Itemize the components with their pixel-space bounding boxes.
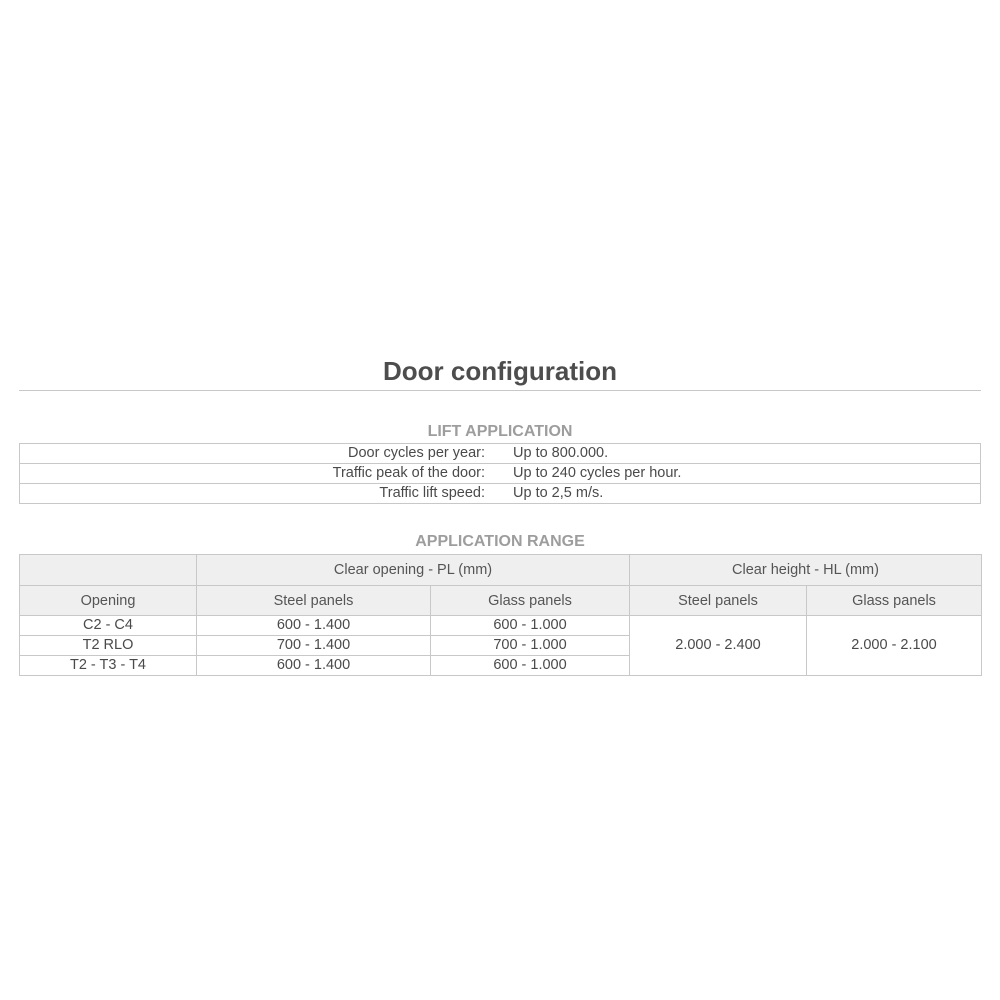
pl-glass-cell: 600 - 1.000: [431, 616, 630, 636]
pl-glass-cell: 700 - 1.000: [431, 636, 630, 656]
pl-steel-cell: 600 - 1.400: [197, 616, 431, 636]
pl-glass-panels-header: Glass panels: [431, 586, 630, 616]
table-subheader-row: [20, 586, 982, 616]
pl-glass-cell: 600 - 1.000: [431, 656, 630, 676]
hl-glass-panels-header: Glass panels: [807, 586, 982, 616]
clear-height-header: Clear height - HL (mm): [630, 555, 982, 586]
table-row: [20, 616, 982, 636]
empty-header-cell: [20, 555, 197, 586]
pl-steel-panels-header: Steel panels: [197, 586, 431, 616]
hl-glass-cell: 2.000 - 2.100: [807, 616, 982, 676]
application-range-heading: APPLICATION RANGE: [415, 533, 585, 550]
opening-cell: C2 - C4: [20, 616, 197, 636]
table-row: [20, 484, 981, 504]
hl-steel-cell: 2.000 - 2.400: [630, 616, 807, 676]
table-row: [20, 444, 981, 464]
lift-application-heading: LIFT APPLICATION: [427, 423, 573, 440]
lift-speed-label: Traffic lift speed:: [20, 484, 502, 504]
page-title: Door configuration: [383, 356, 617, 386]
table-row: [20, 464, 981, 484]
title-divider: [19, 390, 981, 391]
application-range-table: [19, 554, 982, 676]
table-header-row: [20, 555, 982, 586]
door-cycles-value: Up to 800.000.: [501, 444, 981, 464]
pl-steel-cell: 700 - 1.400: [197, 636, 431, 656]
pl-steel-cell: 600 - 1.400: [197, 656, 431, 676]
opening-header: Opening: [20, 586, 197, 616]
traffic-peak-value: Up to 240 cycles per hour.: [501, 464, 981, 484]
door-cycles-label: Door cycles per year:: [20, 444, 502, 464]
lift-speed-value: Up to 2,5 m/s.: [501, 484, 981, 504]
lift-application-table: [19, 443, 981, 504]
traffic-peak-label: Traffic peak of the door:: [20, 464, 502, 484]
clear-opening-header: Clear opening - PL (mm): [197, 555, 630, 586]
opening-cell: T2 - T3 - T4: [20, 656, 197, 676]
hl-steel-panels-header: Steel panels: [630, 586, 807, 616]
opening-cell: T2 RLO: [20, 636, 197, 656]
